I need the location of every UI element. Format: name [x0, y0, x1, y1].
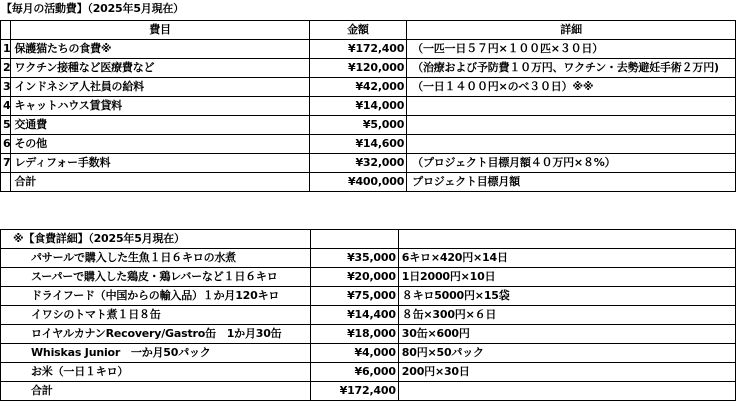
- row-number[interactable]: 7: [1, 154, 11, 173]
- table-row: [1, 135, 736, 154]
- food-item[interactable]: パサールで購入した生魚１日６キロの水煮: [1, 249, 311, 268]
- food-row: [1, 249, 736, 268]
- row-details[interactable]: （プロジェクト目標月額４０万円×８%）: [407, 154, 736, 173]
- food-row: [1, 325, 736, 344]
- food-item[interactable]: お米（一日１キロ）: [1, 363, 311, 382]
- row-amount[interactable]: ¥5,000: [309, 116, 407, 135]
- row-details[interactable]: [407, 97, 736, 116]
- food-row: [1, 306, 736, 325]
- table-row: [1, 59, 736, 78]
- food-details[interactable]: 200円×30日: [398, 363, 735, 382]
- table-row: [1, 97, 736, 116]
- total-row: [1, 173, 736, 192]
- monthly-activity-table: [0, 20, 736, 192]
- row-amount[interactable]: ¥14,000: [309, 97, 407, 116]
- total-label[interactable]: 合計: [11, 173, 309, 192]
- food-total-row: [1, 382, 736, 401]
- header-category[interactable]: 費目: [11, 21, 309, 40]
- food-amount[interactable]: ¥35,000: [310, 249, 398, 268]
- row-number[interactable]: 5: [1, 116, 11, 135]
- food-details[interactable]: ８キロ5000円×15袋: [398, 287, 735, 306]
- row-details[interactable]: （一匹一日５７円×１００匹×３０日）: [407, 40, 736, 59]
- table-row: [1, 40, 736, 59]
- food-row: [1, 287, 736, 306]
- row-number[interactable]: 4: [1, 97, 11, 116]
- row-category[interactable]: その他: [11, 135, 309, 154]
- row-category[interactable]: インドネシア人社員の給料: [11, 78, 309, 97]
- food-title-details-cell[interactable]: [398, 230, 735, 249]
- table-header-row: [1, 21, 736, 40]
- food-table-title-row: [1, 230, 736, 249]
- food-item[interactable]: ロイヤルカナンRecovery/Gastro缶 1か月30缶: [1, 325, 311, 344]
- table-row: [1, 116, 736, 135]
- food-item[interactable]: Whiskas Junior 一か月50パック: [1, 344, 311, 363]
- food-table-title[interactable]: ※【食費詳細】（2025年5月現在）: [1, 230, 311, 249]
- row-number[interactable]: 6: [1, 135, 11, 154]
- food-amount[interactable]: ¥20,000: [310, 268, 398, 287]
- table-row: [1, 154, 736, 173]
- row-number[interactable]: 2: [1, 59, 11, 78]
- food-item[interactable]: イワシのトマト煮１日８缶: [1, 306, 311, 325]
- row-number[interactable]: 3: [1, 78, 11, 97]
- row-category[interactable]: 保護猫たちの食費※: [11, 40, 309, 59]
- row-amount[interactable]: ¥32,000: [309, 154, 407, 173]
- food-row: [1, 268, 736, 287]
- food-item[interactable]: ドライフード（中国からの輸入品）１か月120キロ: [1, 287, 311, 306]
- row-amount[interactable]: ¥14,600: [309, 135, 407, 154]
- food-details[interactable]: ８缶×300円×６日: [398, 306, 735, 325]
- row-details[interactable]: （治療および予防費１０万円、ワクチン・去勢避妊手術２万円): [407, 59, 736, 78]
- food-item[interactable]: スーパーで購入した鶏皮・鶏レバーなど１日６キロ: [1, 268, 311, 287]
- row-details[interactable]: [407, 116, 736, 135]
- food-total-details-cell[interactable]: [398, 382, 735, 401]
- header-amount[interactable]: 金額: [309, 21, 407, 40]
- row-amount[interactable]: ¥42,000: [309, 78, 407, 97]
- total-details[interactable]: プロジェクト目標月額: [407, 173, 736, 192]
- food-details[interactable]: 6キロ×420円×14日: [398, 249, 735, 268]
- table-row: [1, 78, 736, 97]
- header-no-cell[interactable]: [1, 21, 11, 40]
- header-details[interactable]: 詳細: [407, 21, 736, 40]
- food-amount[interactable]: ¥75,000: [310, 287, 398, 306]
- row-amount[interactable]: ¥172,400: [309, 40, 407, 59]
- row-category[interactable]: 交通費: [11, 116, 309, 135]
- food-row: [1, 344, 736, 363]
- food-details[interactable]: 1日2000円×10日: [398, 268, 735, 287]
- sheet-title: 【毎月の活動費】（2025年5月現在）: [1, 2, 184, 15]
- food-total-amount[interactable]: ¥172,400: [310, 382, 398, 401]
- total-number-cell[interactable]: [1, 173, 11, 192]
- total-amount[interactable]: ¥400,000: [309, 173, 407, 192]
- food-amount[interactable]: ¥18,000: [310, 325, 398, 344]
- row-category[interactable]: ワクチン接種など医療費など: [11, 59, 309, 78]
- row-category[interactable]: レディフォー手数料: [11, 154, 309, 173]
- row-details[interactable]: [407, 135, 736, 154]
- food-total-label[interactable]: 合計: [1, 382, 311, 401]
- row-details[interactable]: （一日１４００円×のべ３０日）※※: [407, 78, 736, 97]
- food-details[interactable]: 30缶×600円: [398, 325, 735, 344]
- food-amount[interactable]: ¥4,000: [310, 344, 398, 363]
- food-amount[interactable]: ¥14,400: [310, 306, 398, 325]
- food-amount[interactable]: ¥6,000: [310, 363, 398, 382]
- food-title-amount-cell[interactable]: [310, 230, 398, 249]
- row-number[interactable]: 1: [1, 40, 11, 59]
- food-cost-detail-table: [0, 229, 736, 401]
- row-category[interactable]: キャットハウス賃貸料: [11, 97, 309, 116]
- row-amount[interactable]: ¥120,000: [309, 59, 407, 78]
- food-row: [1, 363, 736, 382]
- food-details[interactable]: 80円×50パック: [398, 344, 735, 363]
